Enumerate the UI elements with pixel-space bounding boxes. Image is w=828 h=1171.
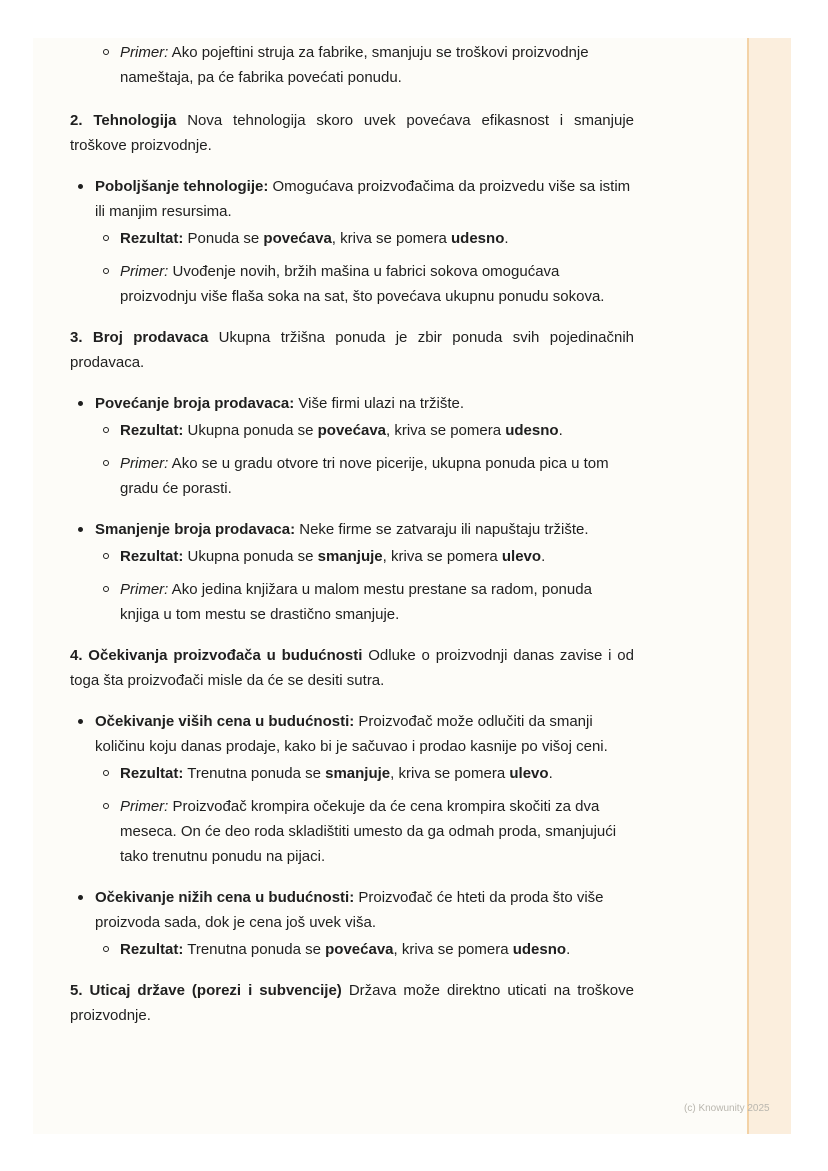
result-text: Ponuda se — [183, 230, 264, 247]
result-text: , kriva se pomera — [386, 422, 506, 439]
result-direction: udesno — [512, 941, 567, 958]
result-item — [70, 937, 634, 962]
result-text: , kriva se pomera — [382, 548, 502, 565]
result-text: Ukupna ponuda se — [183, 422, 318, 439]
result-item — [70, 761, 634, 786]
bullet-label: Očekivanje viših cena u budućnosti: — [95, 713, 355, 730]
bullet-text: Omogućava proizvođačima da proizvedu više sa istim ili manjim resursima. — [95, 178, 631, 220]
example-item — [70, 259, 634, 309]
section-heading: 4. Očekivanja proizvođača u budućnosti — [70, 647, 363, 664]
result-text: . — [558, 422, 563, 439]
result-change: smanjuje — [317, 548, 383, 565]
result-text: Trenutna ponuda se — [183, 941, 326, 958]
result-label: Rezultat: — [120, 422, 184, 439]
result-label: Rezultat: — [120, 765, 184, 782]
result-direction: ulevo — [501, 548, 542, 565]
result-direction: ulevo — [509, 765, 549, 782]
example-item — [70, 577, 634, 627]
bullet-label: Očekivanje nižih cena u budućnosti: — [95, 889, 355, 906]
bullet-item — [70, 391, 634, 416]
section-expectations — [70, 643, 634, 693]
bullet-text: Neke firme se zatvaraju ili napuštaju tržište. — [295, 521, 589, 538]
example-text: Ako jedina knjižara u malom mestu prestane sa radom, ponuda knjiga u tom mestu se drastično smanjuje. — [120, 581, 592, 623]
section-technology — [70, 108, 634, 158]
bullet-label: Smanjenje broja prodavaca: — [95, 521, 296, 538]
result-item — [70, 544, 634, 569]
bullet-item — [70, 709, 634, 759]
result-direction: udesno — [451, 230, 505, 247]
result-label: Rezultat: — [120, 230, 184, 247]
example-label: Primer: — [120, 581, 169, 598]
result-text: . — [541, 548, 546, 565]
section-heading: 5. Uticaj države (porezi i subvencije) — [70, 982, 342, 999]
example-item — [70, 451, 634, 501]
bullet-item — [70, 174, 634, 224]
result-text: , kriva se pomera — [393, 941, 513, 958]
result-label: Rezultat: — [120, 548, 184, 565]
section-text: Država može direktno uticati na troškove proizvodnje. — [70, 982, 634, 1024]
section-heading: 3. Broj prodavaca — [70, 329, 209, 346]
bullet-label: Povećanje broja prodavaca: — [95, 395, 295, 412]
bullet-text: Više firmi ulazi na tržište. — [294, 395, 465, 412]
result-text: Trenutna ponuda se — [183, 765, 326, 782]
result-item — [70, 226, 634, 251]
result-text: Ukupna ponuda se — [183, 548, 318, 565]
example-text: Ako se u gradu otvore tri nove picerije, ukupna ponuda pica u tom gradu će porasti. — [120, 455, 609, 497]
example-label: Primer: — [120, 455, 169, 472]
result-direction: udesno — [505, 422, 559, 439]
bullet-label: Poboljšanje tehnologije: — [95, 178, 269, 195]
example-text: Uvođenje novih, bržih mašina u fabrici sokova omogućava proizvodnju više flaša soka na sat, što povećava ukupnu ponudu sokova. — [120, 263, 605, 305]
result-change: smanjuje — [325, 765, 391, 782]
bullet-text: Proizvođač može odlučiti da smanji količinu koju danas prodaje, kako bi je sačuvao i prodao kasnije po višoj ceni. — [95, 713, 608, 755]
bullet-group — [70, 391, 634, 627]
result-change: povećava — [263, 230, 332, 247]
example-text: Proizvođač krompira očekuje da će cena krompira skočiti za dva meseca. On će deo roda skladištiti umesto da ga odmah proda, smanjujući tako trenutnu ponudu na pijaci. — [120, 798, 617, 865]
example-label: Primer: — [120, 798, 169, 815]
example-text: Ako pojeftini struja za fabrike, smanjuju se troškovi proizvodnje nameštaja, pa će fabrika povećati ponudu. — [120, 44, 589, 86]
bullet-text: Proizvođač će hteti da proda što više proizvoda sada, dok je cena još uvek viša. — [95, 889, 604, 931]
example-label: Primer: — [120, 263, 169, 280]
result-text: , kriva se pomera — [390, 765, 510, 782]
section-text: Odluke o proizvodnji danas zavise i od toga šta proizvođači misle da će se desiti sutra. — [70, 647, 634, 689]
bullet-item — [70, 885, 634, 935]
section-text: Ukupna tržišna ponuda je zbir ponuda svih pojedinačnih prodavaca. — [70, 329, 634, 371]
bullet-item — [70, 517, 634, 542]
result-change: povećava — [317, 422, 387, 439]
example-label: Primer: — [120, 44, 169, 61]
result-text: . — [504, 230, 509, 247]
section-text: Nova tehnologija skoro uvek povećava efikasnost i smanjuje troškove proizvodnje. — [70, 112, 634, 154]
result-text: , kriva se pomera — [331, 230, 452, 247]
result-label: Rezultat: — [120, 941, 184, 958]
section-government — [70, 978, 634, 1028]
bullet-group — [70, 174, 634, 309]
result-text: . — [548, 765, 553, 782]
example-item — [70, 40, 634, 90]
example-item — [70, 794, 634, 869]
result-item — [70, 418, 634, 443]
result-change: povećava — [325, 941, 394, 958]
page-margin-band — [747, 38, 791, 1134]
section-heading: 2. Tehnologija — [70, 112, 177, 129]
copyright-footer: (c) Knowunity 2025 — [684, 1103, 770, 1114]
bullet-group — [70, 709, 634, 962]
document-content — [70, 40, 634, 1044]
result-text: . — [566, 941, 571, 958]
section-sellers — [70, 325, 634, 375]
